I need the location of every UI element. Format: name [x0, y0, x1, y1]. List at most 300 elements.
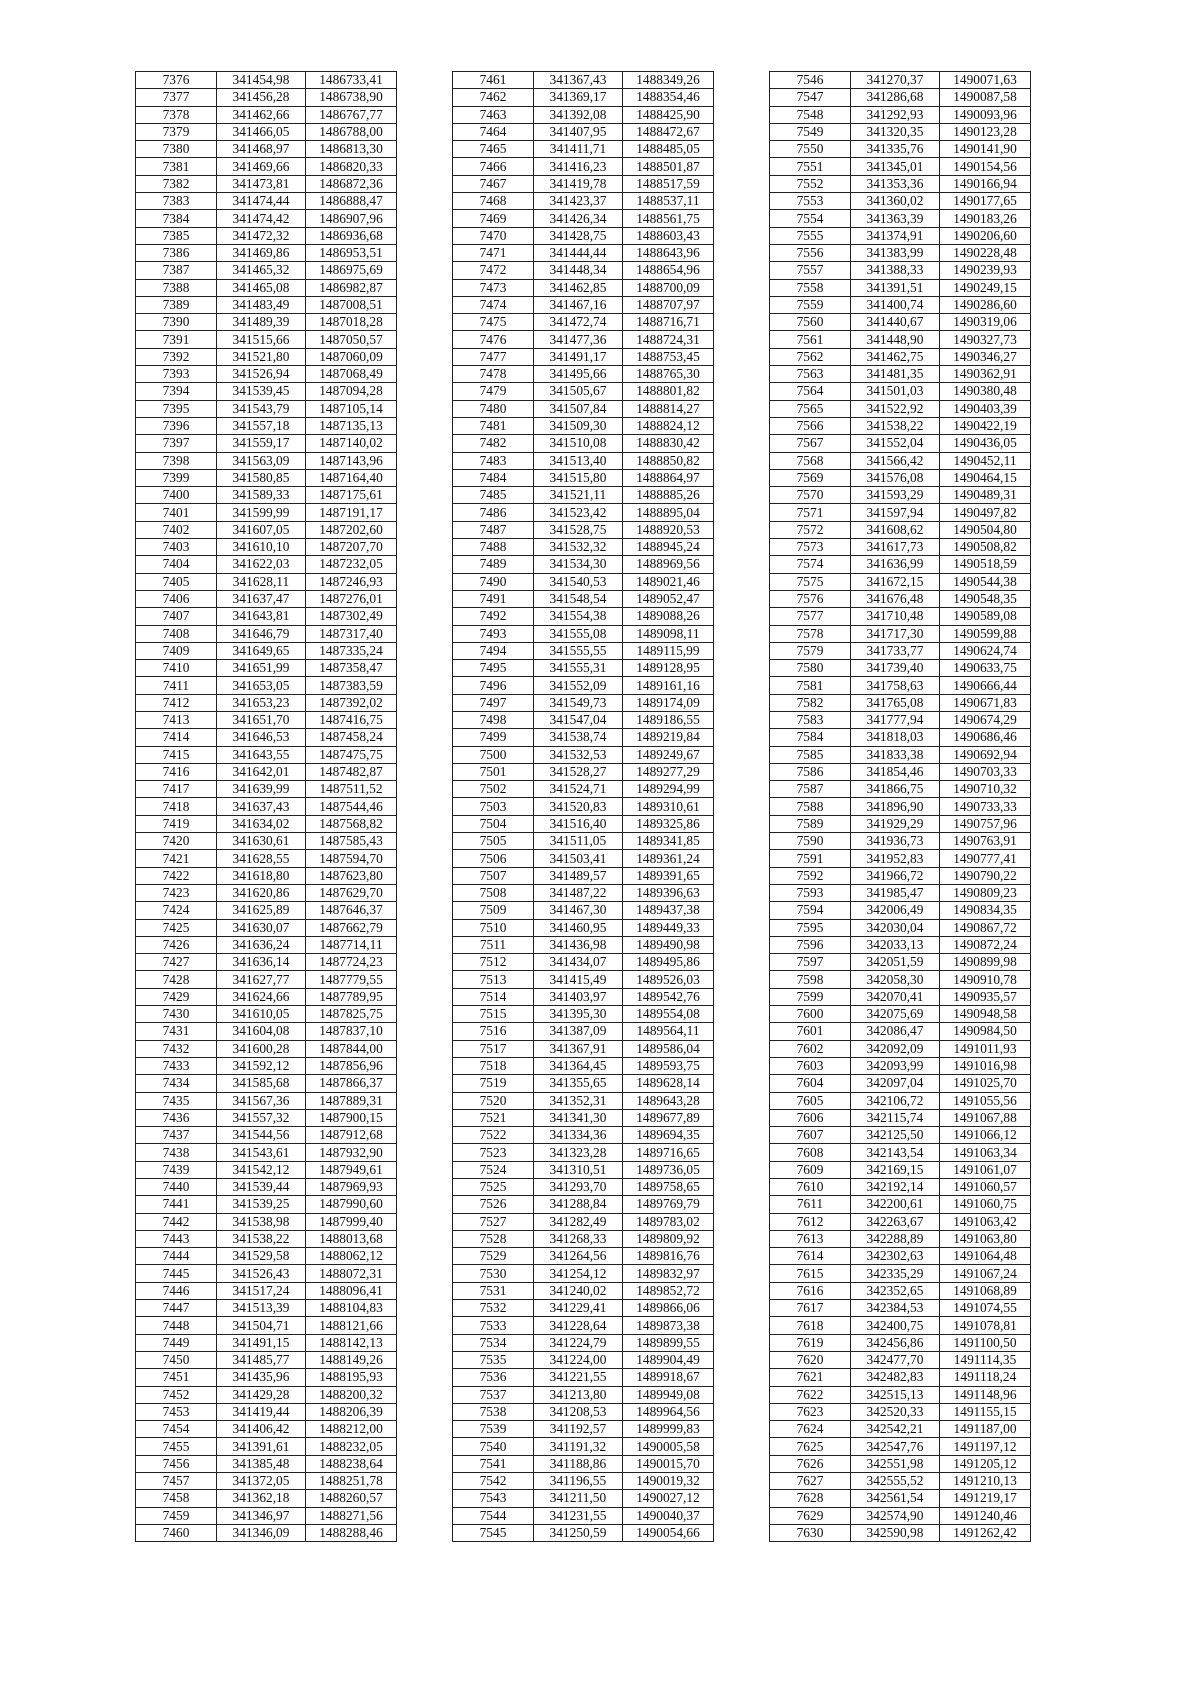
- table-row: [770, 210, 1031, 227]
- x-coordinate-cell: 341228,64: [534, 1317, 623, 1334]
- table-row: [770, 677, 1031, 694]
- y-coordinate-cell: 1489643,28: [623, 1092, 714, 1109]
- point-number-cell: 7548: [770, 106, 851, 123]
- y-coordinate-cell: 1490380,48: [940, 383, 1031, 400]
- y-coordinate-cell: 1488969,56: [623, 556, 714, 573]
- x-coordinate-cell: 341620,86: [217, 884, 306, 901]
- y-coordinate-cell: 1488425,90: [623, 106, 714, 123]
- point-number-cell: 7623: [770, 1403, 851, 1420]
- point-number-cell: 7514: [453, 988, 534, 1005]
- x-coordinate-cell: 341270,37: [851, 72, 940, 89]
- x-coordinate-cell: 341717,30: [851, 625, 940, 642]
- x-coordinate-cell: 342384,53: [851, 1300, 940, 1317]
- x-coordinate-cell: 341363,39: [851, 210, 940, 227]
- x-coordinate-cell: 341229,41: [534, 1300, 623, 1317]
- table-row: [770, 1524, 1031, 1541]
- point-number-cell: 7446: [136, 1282, 217, 1299]
- table-row: [136, 521, 397, 538]
- point-number-cell: 7616: [770, 1282, 851, 1299]
- x-coordinate-cell: 341554,38: [534, 608, 623, 625]
- point-number-cell: 7483: [453, 452, 534, 469]
- table-row: [770, 72, 1031, 89]
- point-number-cell: 7544: [453, 1507, 534, 1524]
- y-coordinate-cell: 1489098,11: [623, 625, 714, 642]
- point-number-cell: 7610: [770, 1179, 851, 1196]
- y-coordinate-cell: 1486788,00: [306, 123, 397, 140]
- y-coordinate-cell: 1486813,30: [306, 141, 397, 158]
- x-coordinate-cell: 341538,74: [534, 729, 623, 746]
- table-row: [136, 1213, 397, 1230]
- point-number-cell: 7474: [453, 296, 534, 313]
- point-number-cell: 7630: [770, 1524, 851, 1541]
- x-coordinate-cell: 341485,77: [217, 1351, 306, 1368]
- table-row: [453, 1282, 714, 1299]
- point-number-cell: 7394: [136, 383, 217, 400]
- x-coordinate-cell: 341540,53: [534, 573, 623, 590]
- x-coordinate-cell: 341192,57: [534, 1421, 623, 1438]
- point-number-cell: 7536: [453, 1369, 534, 1386]
- y-coordinate-cell: 1489437,38: [623, 902, 714, 919]
- point-number-cell: 7604: [770, 1075, 851, 1092]
- x-coordinate-cell: 341507,84: [534, 400, 623, 417]
- y-coordinate-cell: 1490757,96: [940, 815, 1031, 832]
- point-number-cell: 7501: [453, 763, 534, 780]
- point-number-cell: 7486: [453, 504, 534, 521]
- table-row: [136, 1006, 397, 1023]
- y-coordinate-cell: 1491155,15: [940, 1403, 1031, 1420]
- x-coordinate-cell: 341585,68: [217, 1075, 306, 1092]
- x-coordinate-cell: 341323,28: [534, 1144, 623, 1161]
- point-number-cell: 7454: [136, 1421, 217, 1438]
- y-coordinate-cell: 1488885,26: [623, 487, 714, 504]
- x-coordinate-cell: 341411,71: [534, 141, 623, 158]
- point-number-cell: 7497: [453, 694, 534, 711]
- table-row: [453, 1248, 714, 1265]
- point-number-cell: 7399: [136, 469, 217, 486]
- table-row: [136, 244, 397, 261]
- y-coordinate-cell: 1489816,76: [623, 1248, 714, 1265]
- y-coordinate-cell: 1487912,68: [306, 1127, 397, 1144]
- x-coordinate-cell: 341460,95: [534, 919, 623, 936]
- point-number-cell: 7612: [770, 1213, 851, 1230]
- table-row: [453, 1265, 714, 1282]
- y-coordinate-cell: 1490087,58: [940, 89, 1031, 106]
- point-number-cell: 7520: [453, 1092, 534, 1109]
- y-coordinate-cell: 1490362,91: [940, 366, 1031, 383]
- y-coordinate-cell: 1490666,44: [940, 677, 1031, 694]
- y-coordinate-cell: 1487383,59: [306, 677, 397, 694]
- table-row: [136, 504, 397, 521]
- point-number-cell: 7563: [770, 366, 851, 383]
- x-coordinate-cell: 342106,72: [851, 1092, 940, 1109]
- x-coordinate-cell: 341777,94: [851, 711, 940, 728]
- y-coordinate-cell: 1486975,69: [306, 262, 397, 279]
- point-number-cell: 7410: [136, 660, 217, 677]
- y-coordinate-cell: 1489758,65: [623, 1179, 714, 1196]
- x-coordinate-cell: 342400,75: [851, 1317, 940, 1334]
- table-row: [770, 279, 1031, 296]
- table-row: [770, 867, 1031, 884]
- point-number-cell: 7530: [453, 1265, 534, 1282]
- point-number-cell: 7519: [453, 1075, 534, 1092]
- point-number-cell: 7435: [136, 1092, 217, 1109]
- x-coordinate-cell: 341392,08: [534, 106, 623, 123]
- table-row: [453, 1438, 714, 1455]
- table-row: [453, 1040, 714, 1057]
- point-number-cell: 7560: [770, 314, 851, 331]
- table-row: [136, 1265, 397, 1282]
- y-coordinate-cell: 1487837,10: [306, 1023, 397, 1040]
- point-number-cell: 7605: [770, 1092, 851, 1109]
- table-row: [453, 1490, 714, 1507]
- x-coordinate-cell: 341436,98: [534, 936, 623, 953]
- point-number-cell: 7535: [453, 1351, 534, 1368]
- y-coordinate-cell: 1487662,79: [306, 919, 397, 936]
- y-coordinate-cell: 1486820,33: [306, 158, 397, 175]
- table-row: [770, 1438, 1031, 1455]
- table-row: [770, 1282, 1031, 1299]
- x-coordinate-cell: 341467,30: [534, 902, 623, 919]
- table-row: [453, 314, 714, 331]
- point-number-cell: 7571: [770, 504, 851, 521]
- y-coordinate-cell: 1487358,47: [306, 660, 397, 677]
- point-number-cell: 7378: [136, 106, 217, 123]
- x-coordinate-cell: 341589,33: [217, 487, 306, 504]
- y-coordinate-cell: 1488349,26: [623, 72, 714, 89]
- x-coordinate-cell: 341555,55: [534, 642, 623, 659]
- point-number-cell: 7517: [453, 1040, 534, 1057]
- table-row: [453, 227, 714, 244]
- x-coordinate-cell: 341539,25: [217, 1196, 306, 1213]
- table-row: [770, 1161, 1031, 1178]
- x-coordinate-cell: 341353,36: [851, 175, 940, 192]
- x-coordinate-cell: 341465,32: [217, 262, 306, 279]
- y-coordinate-cell: 1490154,56: [940, 158, 1031, 175]
- table-row: [770, 1369, 1031, 1386]
- point-number-cell: 7525: [453, 1179, 534, 1196]
- point-number-cell: 7406: [136, 590, 217, 607]
- table-row: [770, 1473, 1031, 1490]
- table-row: [453, 348, 714, 365]
- point-number-cell: 7436: [136, 1109, 217, 1126]
- x-coordinate-cell: 341454,98: [217, 72, 306, 89]
- x-coordinate-cell: 341557,32: [217, 1109, 306, 1126]
- x-coordinate-cell: 341487,22: [534, 884, 623, 901]
- table-row: [453, 1369, 714, 1386]
- table-row: [453, 763, 714, 780]
- table-row: [136, 1403, 397, 1420]
- table-row: [770, 89, 1031, 106]
- y-coordinate-cell: 1487164,40: [306, 469, 397, 486]
- y-coordinate-cell: 1489088,26: [623, 608, 714, 625]
- y-coordinate-cell: 1487018,28: [306, 314, 397, 331]
- y-coordinate-cell: 1489341,85: [623, 833, 714, 850]
- point-number-cell: 7588: [770, 798, 851, 815]
- x-coordinate-cell: 341608,62: [851, 521, 940, 538]
- point-number-cell: 7567: [770, 435, 851, 452]
- table-row: [770, 902, 1031, 919]
- table-row: [453, 331, 714, 348]
- x-coordinate-cell: 342097,04: [851, 1075, 940, 1092]
- y-coordinate-cell: 1488517,59: [623, 175, 714, 192]
- x-coordinate-cell: 341288,84: [534, 1196, 623, 1213]
- y-coordinate-cell: 1489554,08: [623, 1006, 714, 1023]
- x-coordinate-cell: 341532,32: [534, 539, 623, 556]
- x-coordinate-cell: 341426,34: [534, 210, 623, 227]
- y-coordinate-cell: 1490071,63: [940, 72, 1031, 89]
- point-number-cell: 7582: [770, 694, 851, 711]
- x-coordinate-cell: 341576,08: [851, 469, 940, 486]
- table-row: [453, 1524, 714, 1541]
- point-number-cell: 7444: [136, 1248, 217, 1265]
- x-coordinate-cell: 341624,66: [217, 988, 306, 1005]
- table-row: [453, 1317, 714, 1334]
- x-coordinate-cell: 341383,99: [851, 244, 940, 261]
- point-number-cell: 7479: [453, 383, 534, 400]
- x-coordinate-cell: 341341,30: [534, 1109, 623, 1126]
- x-coordinate-cell: 341593,29: [851, 487, 940, 504]
- point-number-cell: 7581: [770, 677, 851, 694]
- y-coordinate-cell: 1488895,04: [623, 504, 714, 521]
- point-number-cell: 7523: [453, 1144, 534, 1161]
- point-number-cell: 7472: [453, 262, 534, 279]
- y-coordinate-cell: 1490872,24: [940, 936, 1031, 953]
- table-row: [453, 919, 714, 936]
- table-row: [136, 1092, 397, 1109]
- x-coordinate-cell: 341334,36: [534, 1127, 623, 1144]
- table-row: [770, 1265, 1031, 1282]
- point-number-cell: 7587: [770, 781, 851, 798]
- point-number-cell: 7526: [453, 1196, 534, 1213]
- table-row: [770, 106, 1031, 123]
- point-number-cell: 7392: [136, 348, 217, 365]
- table-row: [453, 1213, 714, 1230]
- x-coordinate-cell: 342456,86: [851, 1334, 940, 1351]
- point-number-cell: 7547: [770, 89, 851, 106]
- y-coordinate-cell: 1487302,49: [306, 608, 397, 625]
- point-number-cell: 7510: [453, 919, 534, 936]
- y-coordinate-cell: 1487789,95: [306, 988, 397, 1005]
- table-row: [453, 608, 714, 625]
- x-coordinate-cell: 341355,65: [534, 1075, 623, 1092]
- x-coordinate-cell: 341538,98: [217, 1213, 306, 1230]
- y-coordinate-cell: 1487458,24: [306, 729, 397, 746]
- y-coordinate-cell: 1486888,47: [306, 193, 397, 210]
- y-coordinate-cell: 1489174,09: [623, 694, 714, 711]
- y-coordinate-cell: 1491240,46: [940, 1507, 1031, 1524]
- point-number-cell: 7522: [453, 1127, 534, 1144]
- x-coordinate-cell: 342192,14: [851, 1179, 940, 1196]
- point-number-cell: 7456: [136, 1455, 217, 1472]
- y-coordinate-cell: 1489052,47: [623, 590, 714, 607]
- point-number-cell: 7509: [453, 902, 534, 919]
- x-coordinate-cell: 341534,30: [534, 556, 623, 573]
- point-number-cell: 7557: [770, 262, 851, 279]
- x-coordinate-cell: 341511,05: [534, 833, 623, 850]
- point-number-cell: 7580: [770, 660, 851, 677]
- point-number-cell: 7533: [453, 1317, 534, 1334]
- point-number-cell: 7559: [770, 296, 851, 313]
- table-row: [136, 72, 397, 89]
- x-coordinate-cell: 341643,81: [217, 608, 306, 625]
- point-number-cell: 7383: [136, 193, 217, 210]
- point-number-cell: 7428: [136, 971, 217, 988]
- point-number-cell: 7531: [453, 1282, 534, 1299]
- x-coordinate-cell: 341544,56: [217, 1127, 306, 1144]
- x-coordinate-cell: 341501,03: [851, 383, 940, 400]
- x-coordinate-cell: 341567,36: [217, 1092, 306, 1109]
- point-number-cell: 7570: [770, 487, 851, 504]
- table-row: [770, 262, 1031, 279]
- table-row: [453, 383, 714, 400]
- x-coordinate-cell: 341739,40: [851, 660, 940, 677]
- coordinate-table-1: [135, 71, 397, 1542]
- point-number-cell: 7422: [136, 867, 217, 884]
- table-row: [453, 1421, 714, 1438]
- y-coordinate-cell: 1489249,67: [623, 746, 714, 763]
- x-coordinate-cell: 341367,91: [534, 1040, 623, 1057]
- y-coordinate-cell: 1490633,75: [940, 660, 1031, 677]
- x-coordinate-cell: 341637,47: [217, 590, 306, 607]
- table-row: [453, 815, 714, 832]
- table-row: [770, 1248, 1031, 1265]
- x-coordinate-cell: 341191,32: [534, 1438, 623, 1455]
- table-row: [453, 158, 714, 175]
- point-number-cell: 7622: [770, 1386, 851, 1403]
- table-row: [136, 642, 397, 659]
- point-number-cell: 7400: [136, 487, 217, 504]
- x-coordinate-cell: 341469,86: [217, 244, 306, 261]
- x-coordinate-cell: 341250,59: [534, 1524, 623, 1541]
- table-row: [136, 590, 397, 607]
- table-row: [770, 1144, 1031, 1161]
- x-coordinate-cell: 341610,05: [217, 1006, 306, 1023]
- table-row: [453, 556, 714, 573]
- y-coordinate-cell: 1487232,05: [306, 556, 397, 573]
- x-coordinate-cell: 341372,05: [217, 1473, 306, 1490]
- table-row: [453, 867, 714, 884]
- x-coordinate-cell: 341548,54: [534, 590, 623, 607]
- y-coordinate-cell: 1491063,80: [940, 1230, 1031, 1247]
- y-coordinate-cell: 1491064,48: [940, 1248, 1031, 1265]
- y-coordinate-cell: 1491114,35: [940, 1351, 1031, 1368]
- x-coordinate-cell: 342143,54: [851, 1144, 940, 1161]
- point-number-cell: 7417: [136, 781, 217, 798]
- point-number-cell: 7460: [136, 1524, 217, 1541]
- table-row: [136, 227, 397, 244]
- table-row: [136, 781, 397, 798]
- y-coordinate-cell: 1487008,51: [306, 296, 397, 313]
- y-coordinate-cell: 1490141,90: [940, 141, 1031, 158]
- table-row: [770, 954, 1031, 971]
- point-number-cell: 7598: [770, 971, 851, 988]
- point-number-cell: 7433: [136, 1057, 217, 1074]
- point-number-cell: 7601: [770, 1023, 851, 1040]
- x-coordinate-cell: 342477,70: [851, 1351, 940, 1368]
- table-row: [453, 521, 714, 538]
- y-coordinate-cell: 1490674,29: [940, 711, 1031, 728]
- x-coordinate-cell: 341395,30: [534, 1006, 623, 1023]
- y-coordinate-cell: 1487856,96: [306, 1057, 397, 1074]
- point-number-cell: 7407: [136, 608, 217, 625]
- table-row: [136, 348, 397, 365]
- x-coordinate-cell: 341364,45: [534, 1057, 623, 1074]
- x-coordinate-cell: 341630,61: [217, 833, 306, 850]
- point-number-cell: 7555: [770, 227, 851, 244]
- x-coordinate-cell: 341509,30: [534, 417, 623, 434]
- table-row: [136, 1161, 397, 1178]
- x-coordinate-cell: 342169,15: [851, 1161, 940, 1178]
- y-coordinate-cell: 1489186,55: [623, 711, 714, 728]
- point-number-cell: 7461: [453, 72, 534, 89]
- y-coordinate-cell: 1490710,32: [940, 781, 1031, 798]
- x-coordinate-cell: 342542,21: [851, 1421, 940, 1438]
- x-coordinate-cell: 341547,04: [534, 711, 623, 728]
- y-coordinate-cell: 1488724,31: [623, 331, 714, 348]
- x-coordinate-cell: 341765,08: [851, 694, 940, 711]
- x-coordinate-cell: 341388,33: [851, 262, 940, 279]
- point-number-cell: 7402: [136, 521, 217, 538]
- y-coordinate-cell: 1488354,46: [623, 89, 714, 106]
- y-coordinate-cell: 1487246,93: [306, 573, 397, 590]
- table-row: [453, 833, 714, 850]
- x-coordinate-cell: 341221,55: [534, 1369, 623, 1386]
- table-row: [136, 158, 397, 175]
- point-number-cell: 7538: [453, 1403, 534, 1420]
- y-coordinate-cell: 1487191,17: [306, 504, 397, 521]
- point-number-cell: 7415: [136, 746, 217, 763]
- x-coordinate-cell: 341653,23: [217, 694, 306, 711]
- table-row: [136, 175, 397, 192]
- y-coordinate-cell: 1489736,05: [623, 1161, 714, 1178]
- y-coordinate-cell: 1490422,19: [940, 417, 1031, 434]
- x-coordinate-cell: 341600,28: [217, 1040, 306, 1057]
- y-coordinate-cell: 1490019,32: [623, 1473, 714, 1490]
- y-coordinate-cell: 1490834,35: [940, 902, 1031, 919]
- table-row: [136, 435, 397, 452]
- point-number-cell: 7491: [453, 590, 534, 607]
- point-number-cell: 7569: [770, 469, 851, 486]
- table-row: [136, 314, 397, 331]
- x-coordinate-cell: 341625,89: [217, 902, 306, 919]
- x-coordinate-cell: 341231,55: [534, 1507, 623, 1524]
- point-number-cell: 7558: [770, 279, 851, 296]
- x-coordinate-cell: 341592,12: [217, 1057, 306, 1074]
- y-coordinate-cell: 1488212,00: [306, 1421, 397, 1438]
- y-coordinate-cell: 1490228,48: [940, 244, 1031, 261]
- x-coordinate-cell: 341642,01: [217, 763, 306, 780]
- point-number-cell: 7463: [453, 106, 534, 123]
- table-row: [136, 1490, 397, 1507]
- point-number-cell: 7387: [136, 262, 217, 279]
- y-coordinate-cell: 1490599,88: [940, 625, 1031, 642]
- table-row: [453, 141, 714, 158]
- y-coordinate-cell: 1486907,96: [306, 210, 397, 227]
- table-row: [770, 1127, 1031, 1144]
- x-coordinate-cell: 341462,75: [851, 348, 940, 365]
- point-number-cell: 7425: [136, 919, 217, 936]
- y-coordinate-cell: 1487629,70: [306, 884, 397, 901]
- point-number-cell: 7431: [136, 1023, 217, 1040]
- x-coordinate-cell: 341524,71: [534, 781, 623, 798]
- table-row: [770, 625, 1031, 642]
- x-coordinate-cell: 341466,05: [217, 123, 306, 140]
- table-row: [136, 106, 397, 123]
- x-coordinate-cell: 341521,80: [217, 348, 306, 365]
- table-row: [770, 469, 1031, 486]
- x-coordinate-cell: 341387,09: [534, 1023, 623, 1040]
- point-number-cell: 7489: [453, 556, 534, 573]
